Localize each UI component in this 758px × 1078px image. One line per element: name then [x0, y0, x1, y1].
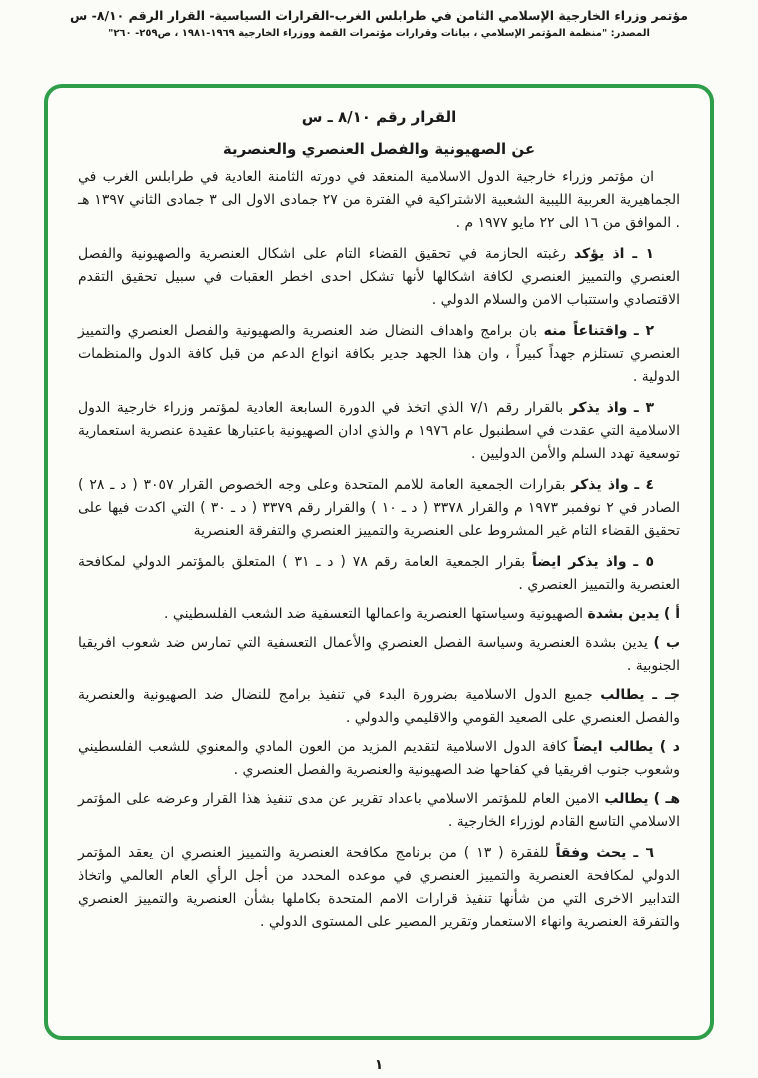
- item-text: بان برامج واهداف النضال ضد العنصرية والصهيونية والفصل العنصري والتمييز العنصري تستلزم جهداً كبيراً ، وان هذا الجهد جدير بكافة انواع الدعم من قبل كافة الدول والمنظمات الدولية .: [78, 323, 680, 385]
- item-text: الصهيونية وسياستها العنصرية واعمالها التعسفية ضد الشعب الفلسطيني .: [164, 606, 584, 622]
- lettered-item-d: [78, 736, 680, 782]
- item-text: جميع الدول الاسلامية بضرورة البدء في تنفيذ برامج للنضال ضد الصهيونية والعنصرية والفصل العنصري على الصعيد القومي والاقليمي والدولي .: [78, 687, 680, 726]
- decree-subtitle: عن الصهيونية والفصل العنصري والعنصرية: [222, 140, 536, 158]
- item-lead: يدين بشدة: [585, 635, 648, 651]
- lettered-item-h: [78, 788, 680, 834]
- numbered-item-3: [78, 397, 680, 466]
- intro-paragraph: [78, 166, 680, 235]
- header-title: مؤتمر وزراء الخارجية الإسلامي الثامن في طرابلس الغرب-القرارات السياسية- القرار الرقم ٨/١٠- س: [70, 8, 688, 23]
- lettered-item-a: [78, 603, 680, 626]
- item-marker: أ ): [663, 606, 680, 622]
- document-header: [0, 0, 758, 39]
- item-text: بقرارات الجمعية العامة للامم المتحدة وعلى وجه الخصوص القرار ٣٠٥٧ ( د ـ ٢٨ ) الصادر في ٢ نوفمبر ١٩٧٣ م والقرار ٣٣٧٨ ( د ـ ١٠ ) والقرار رقم ٣٣٧٩ ( د ـ ٣٠ ) التي اكدت فيها على تحقيق القضاء التام غير المشروط على العنصرية والتمييز العنصري والتفرقة العنصرية: [78, 477, 681, 539]
- item-marker: ٣ ـ: [633, 400, 654, 416]
- numbered-item-2: [78, 320, 680, 389]
- item-marker: جـ ـ: [652, 687, 680, 703]
- item-lead: يطالب: [604, 791, 649, 807]
- item-text: كافة الدول الاسلامية لتقديم المزيد من العون المادي والمعنوي للشعب الفلسطيني وشعوب جنوب افريقيا في كفاحها ضد الصهيونية والعنصرية والفصل العنصري .: [78, 739, 680, 778]
- lettered-item-j: [78, 684, 680, 730]
- item-lead: واقتناعاً منه: [543, 323, 628, 339]
- decree-title: القرار رقم ٨/١٠ ـ س: [301, 108, 457, 126]
- intro-text: ان مؤتمر وزراء خارجية الدول الاسلامية المنعقد في دورته الثامنة العادية في طرابلس الغرب في الجماهيرية العربية الليبية الشعبية الاشتراكية في الفترة من ٢٧ جمادى الاول الى ٣ جمادى الثاني ١٣٩٧ هـ . الموافق من ١٦ الى ٢٢ مايو ١٩٧٧ م .: [78, 169, 680, 231]
- numbered-item-1: [78, 243, 680, 312]
- item-marker: د ): [659, 739, 680, 755]
- item-lead: واذ يذكر: [569, 400, 628, 416]
- green-border-frame: [44, 84, 714, 1040]
- page-number: ١: [374, 1057, 384, 1073]
- item-text: بالقرار رقم ٧/١ الذي اتخذ في الدورة السابعة العادية لمؤتمر وزراء خارجية الدول الاسلامية التي عقدت في اسطنبول عام ١٩٧٦ م والذي ادان الصهيونية باعتبارها عقيدة عنصرية استعمارية توسعية تهدد السلم والأمن الدوليين .: [78, 400, 680, 462]
- item-text: الامين العام للمؤتمر الاسلامي باعداد تقرير عن مدى تنفيذ هذا القرار وعرضه على المؤتمر الاسلامي التاسع القادم لوزراء الخارجية .: [78, 791, 680, 830]
- header-source-note: المصدر: "منظمة المؤتمر الإسلامي ، بيانات وقرارات مؤتمرات القمة ووزراء الخارجية ١٩٦٩-١٩٨١ ، ص٢٥٩- ٢٦٠": [108, 28, 650, 39]
- item-marker: هـ ): [653, 791, 681, 807]
- item-marker: ب ): [653, 635, 681, 651]
- item-marker: ٥ ـ: [633, 554, 654, 570]
- item-lead: يحث وفقاً: [555, 845, 627, 861]
- item-lead: يدين بشدة: [587, 606, 660, 622]
- item-lead: واذ يذكر ايضاً: [532, 554, 627, 570]
- item-text: بقرار الجمعية العامة رقم ٧٨ ( د ـ ٣١ ) المتعلق بالمؤتمر الدولي لمكافحة العنصرية والتمييز العنصري .: [78, 554, 680, 593]
- item-lead: يطالب: [600, 687, 645, 703]
- numbered-item-4: [78, 474, 680, 543]
- item-lead: واذ يذكر: [571, 477, 629, 493]
- item-text: رغبته الحازمة في تحقيق القضاء التام على اشكال العنصرية والصهيونية والفصل العنصري والتمييز العنصري لكافة اشكالها لأنها تشكل احدى اخطر العقبات في سبيل تحقيق التقدم الاقتصادي واستتباب الامن والسلام الدولي .: [78, 246, 680, 308]
- item-text: للفقرة ( ١٣ ) من برنامج مكافحة العنصرية والتمييز العنصري ان يعقد المؤتمر الدولي لمكافحة العنصرية والتمييز العنصري في موعده المحدد من أجل الرأي العام العالمي واتخاذ التدابير الاخرى التي من شأنها تنفيذ قرارات الامم المتحدة بكاملها بشأن العنصرية والتمييز العنصري والتفرقة العنصرية وانهاء الاستعمار وتقرير المصير على المستوى الدولي .: [78, 845, 680, 930]
- item-marker: ١ ـ: [632, 246, 655, 262]
- numbered-item-6: [78, 842, 680, 934]
- numbered-item-5: [78, 551, 680, 597]
- item-marker: ٦ ـ: [633, 845, 654, 861]
- item-marker: ٢ ـ: [633, 323, 655, 339]
- lettered-item-b: [78, 632, 680, 678]
- item-text: العنصرية وسياسة الفصل العنصري والأعمال التعسفية التي تمارس ضد شعوب افريقيا الجنوبية .: [78, 635, 680, 674]
- item-lead: يطالب ايضاً: [573, 739, 654, 755]
- item-marker: ٤ ـ: [634, 477, 654, 493]
- item-lead: اذ يؤكد: [573, 246, 625, 262]
